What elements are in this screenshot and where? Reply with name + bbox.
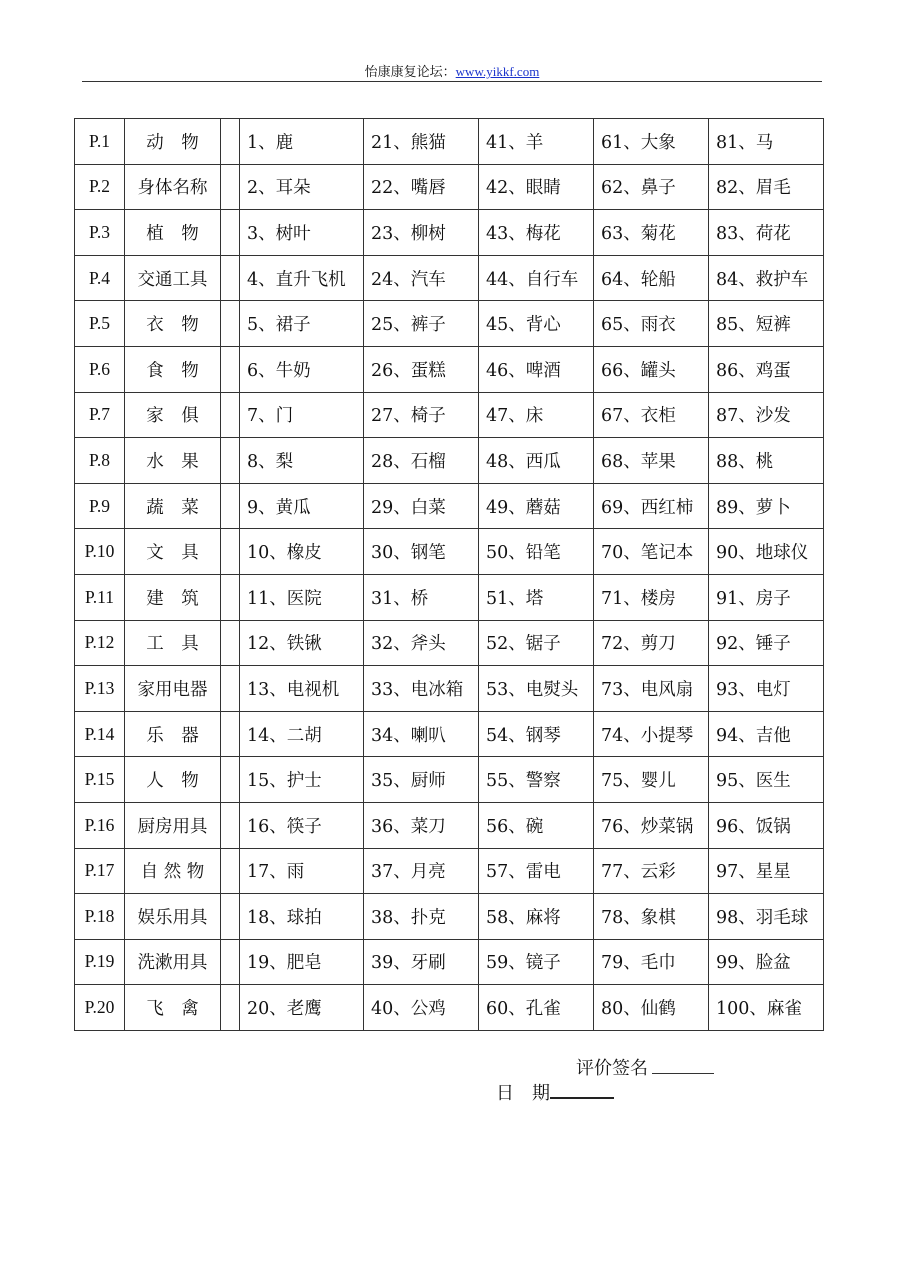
word-cell: 25、裤子: [364, 301, 479, 347]
page-number-cell: P.4: [75, 255, 125, 301]
table-row: [75, 164, 824, 210]
blank-cell: [221, 119, 240, 165]
site-link[interactable]: www.yikkf.com: [455, 64, 540, 79]
date-blank[interactable]: [550, 1079, 614, 1099]
word-cell: 40、公鸡: [364, 985, 479, 1031]
page-number-cell: P.13: [75, 666, 125, 712]
word-cell: 3、树叶: [240, 210, 364, 256]
word-cell: 46、啤酒: [479, 346, 594, 392]
word-cell: 42、眼睛: [479, 164, 594, 210]
category-cell: 家 俱: [125, 392, 221, 438]
blank-cell: [221, 666, 240, 712]
page-number-cell: P.19: [75, 939, 125, 985]
word-cell: 63、菊花: [594, 210, 709, 256]
word-cell: 10、橡皮: [240, 529, 364, 575]
word-cell: 87、沙发: [709, 392, 824, 438]
table-row: [75, 529, 824, 575]
word-cell: 78、象棋: [594, 894, 709, 940]
word-cell: 15、护士: [240, 757, 364, 803]
word-cell: 92、锤子: [709, 620, 824, 666]
word-cell: 71、楼房: [594, 574, 709, 620]
word-cell: 68、苹果: [594, 438, 709, 484]
category-cell: 人 物: [125, 757, 221, 803]
category-cell: 建 筑: [125, 574, 221, 620]
word-cell: 17、雨: [240, 848, 364, 894]
word-cell: 37、月亮: [364, 848, 479, 894]
table-row: [75, 711, 824, 757]
word-cell: 11、医院: [240, 574, 364, 620]
table-row: [75, 666, 824, 712]
category-cell: 娱乐用具: [125, 894, 221, 940]
blank-cell: [221, 301, 240, 347]
page-number-cell: P.11: [75, 574, 125, 620]
page-number-cell: P.12: [75, 620, 125, 666]
word-cell: 32、斧头: [364, 620, 479, 666]
word-cell: 91、房子: [709, 574, 824, 620]
word-cell: 79、毛巾: [594, 939, 709, 985]
date-label: 日 期: [496, 1083, 550, 1104]
category-cell: 飞 禽: [125, 985, 221, 1031]
word-cell: 58、麻将: [479, 894, 594, 940]
table-row: [75, 346, 824, 392]
word-cell: 55、警察: [479, 757, 594, 803]
word-cell: 56、碗: [479, 802, 594, 848]
blank-cell: [221, 529, 240, 575]
page-number-cell: P.8: [75, 438, 125, 484]
table-row: [75, 392, 824, 438]
word-cell: 84、救护车: [709, 255, 824, 301]
page-number-cell: P.20: [75, 985, 125, 1031]
blank-cell: [221, 392, 240, 438]
table-row: [75, 574, 824, 620]
word-cell: 100、麻雀: [709, 985, 824, 1031]
word-cell: 54、钢琴: [479, 711, 594, 757]
blank-cell: [221, 939, 240, 985]
word-cell: 21、熊猫: [364, 119, 479, 165]
word-cell: 5、裙子: [240, 301, 364, 347]
word-cell: 76、炒菜锅: [594, 802, 709, 848]
word-cell: 95、医生: [709, 757, 824, 803]
word-cell: 67、衣柜: [594, 392, 709, 438]
category-cell: 水 果: [125, 438, 221, 484]
blank-cell: [221, 757, 240, 803]
word-cell: 66、罐头: [594, 346, 709, 392]
page-number-cell: P.3: [75, 210, 125, 256]
word-cell: 86、鸡蛋: [709, 346, 824, 392]
blank-cell: [221, 985, 240, 1031]
word-cell: 52、锯子: [479, 620, 594, 666]
category-cell: 食 物: [125, 346, 221, 392]
page-number-cell: P.1: [75, 119, 125, 165]
word-cell: 62、鼻子: [594, 164, 709, 210]
word-cell: 96、饭锅: [709, 802, 824, 848]
word-cell: 81、马: [709, 119, 824, 165]
word-cell: 60、孔雀: [479, 985, 594, 1031]
category-cell: 衣 物: [125, 301, 221, 347]
category-cell: 工 具: [125, 620, 221, 666]
word-cell: 24、汽车: [364, 255, 479, 301]
word-cell: 75、婴儿: [594, 757, 709, 803]
table-row: [75, 985, 824, 1031]
word-cell: 36、菜刀: [364, 802, 479, 848]
word-cell: 6、牛奶: [240, 346, 364, 392]
blank-cell: [221, 210, 240, 256]
signature-label: 评价签名: [576, 1058, 648, 1079]
word-cell: 99、脸盆: [709, 939, 824, 985]
category-cell: 交通工具: [125, 255, 221, 301]
word-cell: 61、大象: [594, 119, 709, 165]
word-cell: 80、仙鹤: [594, 985, 709, 1031]
table-row: [75, 119, 824, 165]
word-cell: 33、电冰箱: [364, 666, 479, 712]
word-cell: 65、雨衣: [594, 301, 709, 347]
word-cell: 31、桥: [364, 574, 479, 620]
page-number-cell: P.15: [75, 757, 125, 803]
category-cell: 乐 器: [125, 711, 221, 757]
word-cell: 97、星星: [709, 848, 824, 894]
word-cell: 59、镜子: [479, 939, 594, 985]
page-number-cell: P.9: [75, 483, 125, 529]
category-cell: 身体名称: [125, 164, 221, 210]
table-row: [75, 620, 824, 666]
page-number-cell: P.17: [75, 848, 125, 894]
blank-cell: [221, 483, 240, 529]
page-number-cell: P.7: [75, 392, 125, 438]
word-cell: 49、蘑菇: [479, 483, 594, 529]
word-cell: 48、西瓜: [479, 438, 594, 484]
category-cell: 厨房用具: [125, 802, 221, 848]
word-cell: 26、蛋糕: [364, 346, 479, 392]
word-cell: 14、二胡: [240, 711, 364, 757]
table-row: [75, 483, 824, 529]
blank-cell: [221, 620, 240, 666]
page-number-cell: P.6: [75, 346, 125, 392]
word-cell: 13、电视机: [240, 666, 364, 712]
blank-cell: [221, 711, 240, 757]
word-cell: 74、小提琴: [594, 711, 709, 757]
category-cell: 自 然 物: [125, 848, 221, 894]
category-cell: 文 具: [125, 529, 221, 575]
word-cell: 50、铅笔: [479, 529, 594, 575]
table-row: [75, 757, 824, 803]
category-cell: 蔬 菜: [125, 483, 221, 529]
word-cell: 16、筷子: [240, 802, 364, 848]
word-cell: 82、眉毛: [709, 164, 824, 210]
table-row: [75, 301, 824, 347]
category-cell: 动 物: [125, 119, 221, 165]
word-cell: 98、羽毛球: [709, 894, 824, 940]
blank-cell: [221, 164, 240, 210]
table-row: [75, 802, 824, 848]
page-number-cell: P.18: [75, 894, 125, 940]
table-body: [75, 119, 824, 1031]
word-cell: 83、荷花: [709, 210, 824, 256]
word-cell: 43、梅花: [479, 210, 594, 256]
signature-line: [576, 1055, 714, 1080]
word-cell: 30、钢笔: [364, 529, 479, 575]
page-number-cell: P.5: [75, 301, 125, 347]
word-cell: 4、直升飞机: [240, 255, 364, 301]
category-cell: 洗漱用具: [125, 939, 221, 985]
word-cell: 19、肥皂: [240, 939, 364, 985]
word-cell: 90、地球仪: [709, 529, 824, 575]
word-cell: 34、喇叭: [364, 711, 479, 757]
blank-cell: [221, 255, 240, 301]
word-cell: 93、电灯: [709, 666, 824, 712]
table-row: [75, 210, 824, 256]
word-cell: 39、牙刷: [364, 939, 479, 985]
word-cell: 12、铁锹: [240, 620, 364, 666]
word-cell: 57、雷电: [479, 848, 594, 894]
page-header: [82, 62, 822, 82]
word-cell: 45、背心: [479, 301, 594, 347]
word-table: [74, 118, 824, 1031]
blank-cell: [221, 802, 240, 848]
table-row: [75, 255, 824, 301]
word-cell: 94、吉他: [709, 711, 824, 757]
table-row: [75, 438, 824, 484]
table-row: [75, 939, 824, 985]
word-cell: 73、电风扇: [594, 666, 709, 712]
word-cell: 29、白菜: [364, 483, 479, 529]
blank-cell: [221, 438, 240, 484]
word-cell: 70、笔记本: [594, 529, 709, 575]
page-number-cell: P.2: [75, 164, 125, 210]
blank-cell: [221, 346, 240, 392]
word-cell: 18、球拍: [240, 894, 364, 940]
word-cell: 2、耳朵: [240, 164, 364, 210]
word-cell: 8、梨: [240, 438, 364, 484]
word-cell: 64、轮船: [594, 255, 709, 301]
word-cell: 35、厨师: [364, 757, 479, 803]
word-cell: 51、塔: [479, 574, 594, 620]
word-cell: 27、椅子: [364, 392, 479, 438]
word-cell: 85、短裤: [709, 301, 824, 347]
category-cell: 植 物: [125, 210, 221, 256]
blank-cell: [221, 574, 240, 620]
blank-cell: [221, 894, 240, 940]
word-cell: 23、柳树: [364, 210, 479, 256]
word-cell: 41、羊: [479, 119, 594, 165]
word-cell: 72、剪刀: [594, 620, 709, 666]
date-line: [496, 1079, 614, 1105]
word-cell: 69、西红柿: [594, 483, 709, 529]
word-cell: 22、嘴唇: [364, 164, 479, 210]
page-number-cell: P.14: [75, 711, 125, 757]
word-cell: 44、自行车: [479, 255, 594, 301]
page-number-cell: P.16: [75, 802, 125, 848]
signature-blank[interactable]: [652, 1055, 714, 1074]
table-row: [75, 848, 824, 894]
word-cell: 28、石榴: [364, 438, 479, 484]
category-cell: 家用电器: [125, 666, 221, 712]
header-label: 怡康康复论坛：: [364, 65, 456, 80]
word-cell: 89、萝卜: [709, 483, 824, 529]
word-cell: 77、云彩: [594, 848, 709, 894]
blank-cell: [221, 848, 240, 894]
page-number-cell: P.10: [75, 529, 125, 575]
word-cell: 1、鹿: [240, 119, 364, 165]
word-cell: 47、床: [479, 392, 594, 438]
word-cell: 20、老鹰: [240, 985, 364, 1031]
word-cell: 7、门: [240, 392, 364, 438]
table-row: [75, 894, 824, 940]
word-cell: 88、桃: [709, 438, 824, 484]
word-cell: 38、扑克: [364, 894, 479, 940]
word-cell: 53、电熨头: [479, 666, 594, 712]
word-cell: 9、黄瓜: [240, 483, 364, 529]
